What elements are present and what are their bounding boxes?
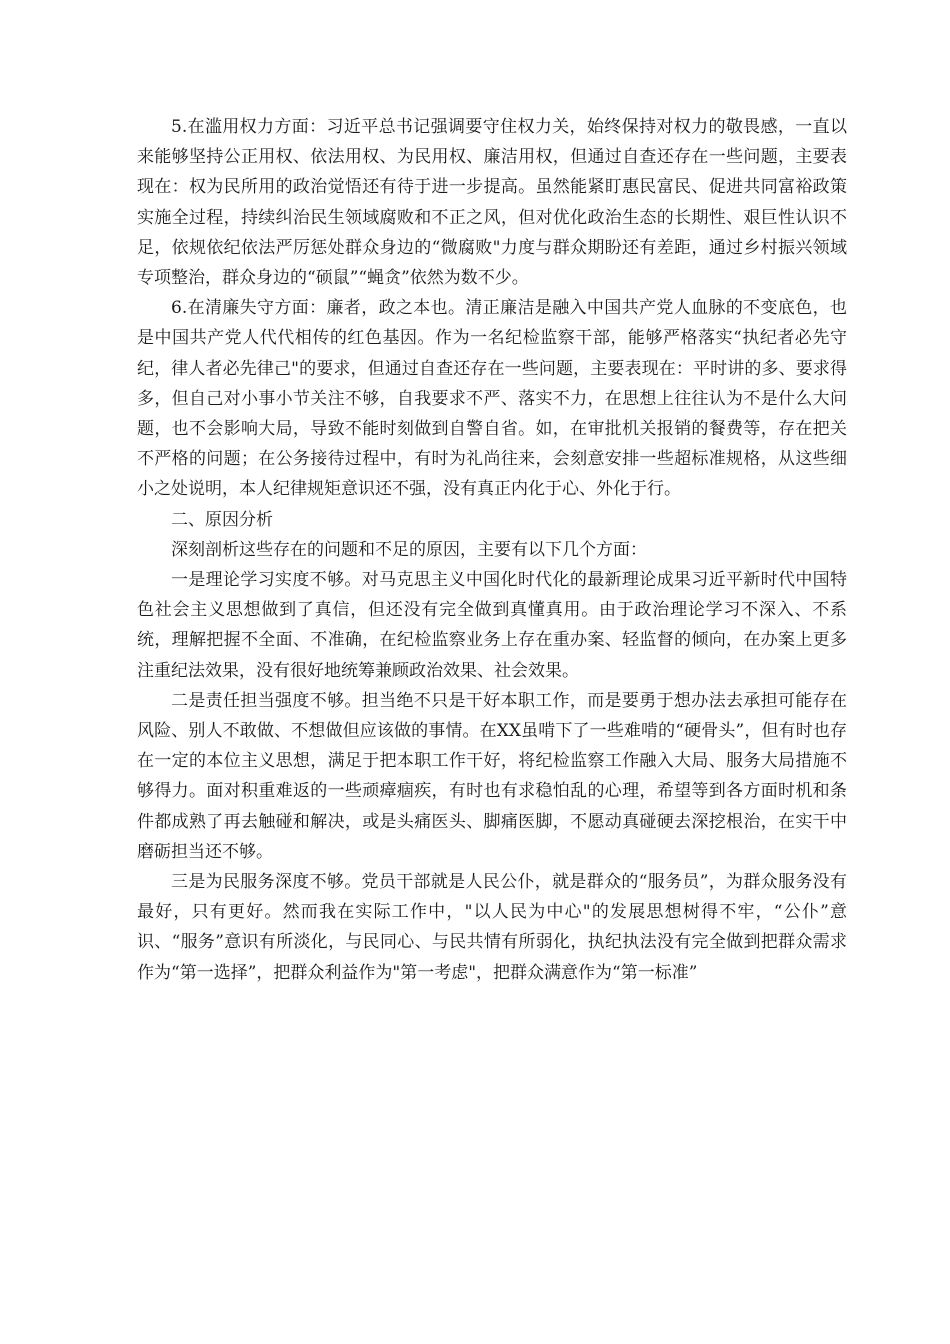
paragraph-service: 三是为民服务深度不够。党员干部就是人民公仆，就是群众的“服务员”，为群众服务没有最好，只有更好。然而我在实际工作中，"以人民为中心"的发展思想树得不牢，“公仆”意识、“服务”意识有所淡化，与民同心、与民共情有所弱化，执纪执法没有完全做到把群众需求作为“第一选择”，把群众利益作为"第一考虑"，把群众满意作为“第一标准” [137, 872, 847, 983]
section-heading-cause-analysis: 二、原因分析 [171, 509, 273, 530]
paragraph-power-abuse: 5.在滥用权力方面：习近平总书记强调要守住权力关，始终保持对权力的敬畏感，一直以来能够坚持公正用权、依法用权、为民用权、廉洁用权，但通过自查还存在一些问题，主要表现在：权为民所用的政治觉悟还有待于进一步提高。虽然能紧盯惠民富民、促进共同富裕政策实施全过程，持续纠治民生领域腐败和不正之风，但对优化政治生态的长期性、艰巨性认识不足，依规依纪依法严厉惩处群众身边的“微腐败"力度与群众期盼还有差距，通过乡村振兴领域专项整治，群众身边的“硕鼠”“蝇贪”依然为数不少。 [137, 117, 847, 289]
paragraph-theory-study: 一是理论学习实度不够。对马克思主义中国化时代化的最新理论成果习近平新时代中国特色社会主义思想做到了真信，但还没有完全做到真懂真用。由于政治理论学习不深入、不系统，理解把握不全面、不准确，在纪检监察业务上存在重办案、轻监督的倾向，在办案上更多注重纪法效果，没有很好地统筹兼顾政治效果、社会效果。 [137, 570, 847, 681]
paragraph-responsibility: 二是责任担当强度不够。担当绝不只是干好本职工作，而是要勇于想办法去承担可能存在风险、别人不敢做、不想做但应该做的事情。在XX虽啃下了一些难啃的“硬骨头”，但有时也存在一定的本位主义思想，满足于把本职工作干好，将纪检监察工作融入大局、服务大局措施不够得力。面对积重难返的一些顽瘴痼疾，有时也有求稳怕乱的心理，希望等到各方面时机和条件都成熟了再去触碰和解决，或是头痛医头、脚痛医脚，不愿动真碰硬去深挖根治，在实干中磨砺担当还不够。 [137, 690, 847, 862]
paragraph-cause-intro: 深刻剖析这些存在的问题和不足的原因，主要有以下几个方面： [171, 539, 647, 560]
document-body [137, 112, 847, 988]
paragraph-integrity-loss: 6.在清廉失守方面：廉者，政之本也。清正廉洁是融入中国共产党人血脉的不变底色，也是中国共产党人代代相传的红色基因。作为一名纪检监察干部，能够严格落实“执纪者必先守纪，律人者必先律己"的要求，但通过自查还存在一些问题，主要表现在：平时讲的多、要求得多，但自己对小事小节关注不够，自我要求不严、落实不力，在思想上往往认为不是什么大问题，也不会影响大局，导致不能时刻做到自警自省。如，在审批机关报销的餐费等，存在把关不严格的问题；在公务接待过程中，有时为礼尚往来，会刻意安排一些超标准规格，从这些细小之处说明，本人纪律规矩意识还不强，没有真正内化于心、外化于行。 [137, 298, 847, 500]
